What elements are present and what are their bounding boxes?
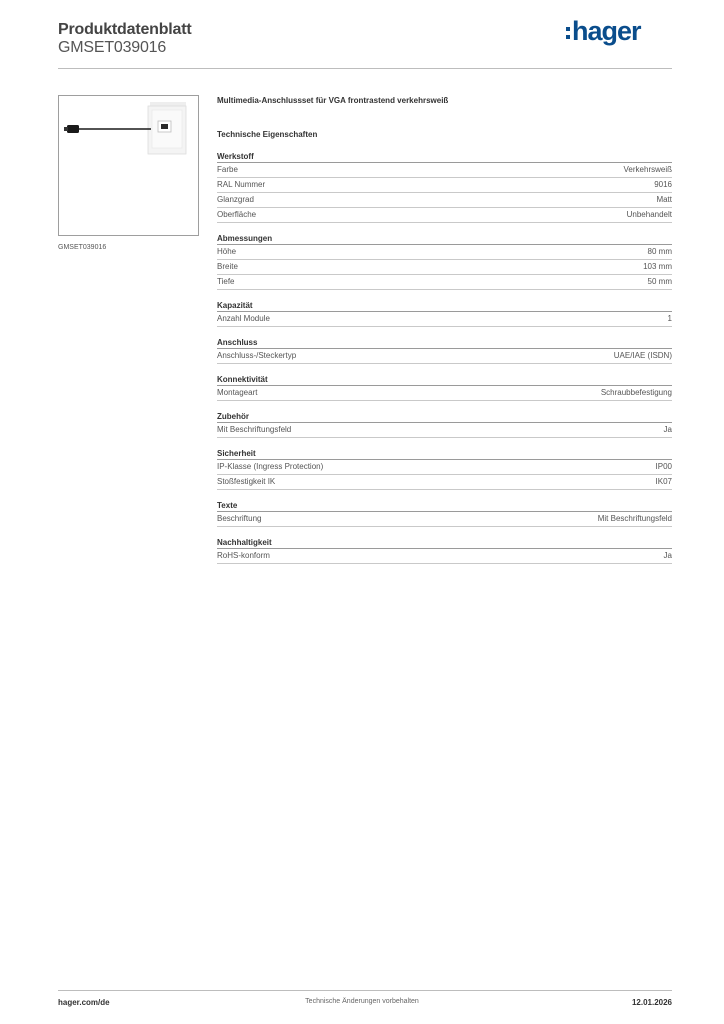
spec-row <box>217 549 672 564</box>
spec-label: Breite <box>217 262 238 271</box>
spec-label: Anschluss-/Steckertyp <box>217 351 297 360</box>
footer-notice: Technische Änderungen vorbehalten <box>305 998 419 1005</box>
spec-row <box>217 245 672 260</box>
spec-section <box>217 374 672 401</box>
product-image <box>58 95 199 236</box>
page-title: Produktdatenblatt <box>58 21 192 38</box>
spec-section <box>217 151 672 223</box>
footer-website[interactable]: hager.com/de <box>58 998 110 1007</box>
spec-value: Matt <box>656 195 672 204</box>
footer-date: 12.01.2026 <box>631 998 672 1007</box>
spec-label: Oberfläche <box>217 210 257 219</box>
spec-value: UAE/IAE (ISDN) <box>613 351 672 360</box>
image-caption: GMSET039016 <box>58 244 107 251</box>
spec-value: 9016 <box>654 180 672 189</box>
section-title: Kapazität <box>217 300 672 312</box>
section-title: Werkstoff <box>217 151 672 163</box>
spec-value: Verkehrsweiß <box>623 165 672 174</box>
spec-section <box>217 537 672 564</box>
spec-label: Farbe <box>217 165 238 174</box>
section-title: Anschluss <box>217 337 672 349</box>
spec-row <box>217 475 672 490</box>
logo-colon-icon <box>566 27 570 39</box>
vga-connector-product-image <box>59 96 198 235</box>
section-title: Nachhaltigkeit <box>217 537 672 549</box>
section-title: Zubehör <box>217 411 672 423</box>
footer-divider <box>58 990 672 991</box>
spec-value: Ja <box>663 551 672 560</box>
spec-value: 50 mm <box>647 277 672 286</box>
spec-row <box>217 512 672 527</box>
spec-section <box>217 448 672 490</box>
spec-row <box>217 178 672 193</box>
spec-label: Glanzgrad <box>217 195 254 204</box>
spec-value: 1 <box>667 314 672 323</box>
section-title: Abmessungen <box>217 233 672 245</box>
spec-value: 80 mm <box>647 247 672 256</box>
spec-label: Montageart <box>217 388 258 397</box>
spec-section <box>217 411 672 438</box>
spec-row <box>217 349 672 364</box>
spec-value: Schraubbefestigung <box>600 388 672 397</box>
header-divider <box>58 68 672 69</box>
spec-row <box>217 312 672 327</box>
spec-label: Stoßfestigkeit IK <box>217 477 276 486</box>
section-title: Texte <box>217 500 672 512</box>
spec-value: Unbehandelt <box>626 210 672 219</box>
spec-label: Anzahl Module <box>217 314 270 323</box>
spec-label: RoHS-konform <box>217 551 270 560</box>
logo-text: hager <box>572 15 641 46</box>
spec-value: Mit Beschriftungsfeld <box>597 514 672 523</box>
spec-value: Ja <box>663 425 672 434</box>
spec-row <box>217 193 672 208</box>
spec-label: Mit Beschriftungsfeld <box>217 425 292 434</box>
spec-value: IK07 <box>655 477 672 486</box>
spec-label: IP-Klasse (Ingress Protection) <box>217 462 324 471</box>
spec-section <box>217 500 672 527</box>
spec-label: Höhe <box>217 247 237 256</box>
product-name: Multimedia-Anschlussset für VGA frontrastend verkehrsweiß <box>217 96 449 105</box>
spec-row <box>217 423 672 438</box>
spec-section <box>217 300 672 327</box>
spec-row <box>217 208 672 223</box>
section-title: Sicherheit <box>217 448 672 460</box>
spec-value: IP00 <box>655 462 672 471</box>
spec-section <box>217 233 672 290</box>
section-title: Konnektivität <box>217 374 672 386</box>
specifications <box>217 96 672 574</box>
hager-logo <box>566 15 658 47</box>
spec-row <box>217 275 672 290</box>
spec-label: Tiefe <box>217 277 235 286</box>
spec-label: RAL Nummer <box>217 180 266 189</box>
spec-section <box>217 337 672 364</box>
product-code: GMSET039016 <box>58 39 167 56</box>
spec-row <box>217 163 672 178</box>
spec-sections <box>217 151 672 564</box>
spec-row <box>217 260 672 275</box>
spec-value: 103 mm <box>643 262 672 271</box>
spec-row <box>217 460 672 475</box>
spec-row <box>217 386 672 401</box>
spec-label: Beschriftung <box>217 514 262 523</box>
tech-heading: Technische Eigenschaften <box>217 130 318 139</box>
